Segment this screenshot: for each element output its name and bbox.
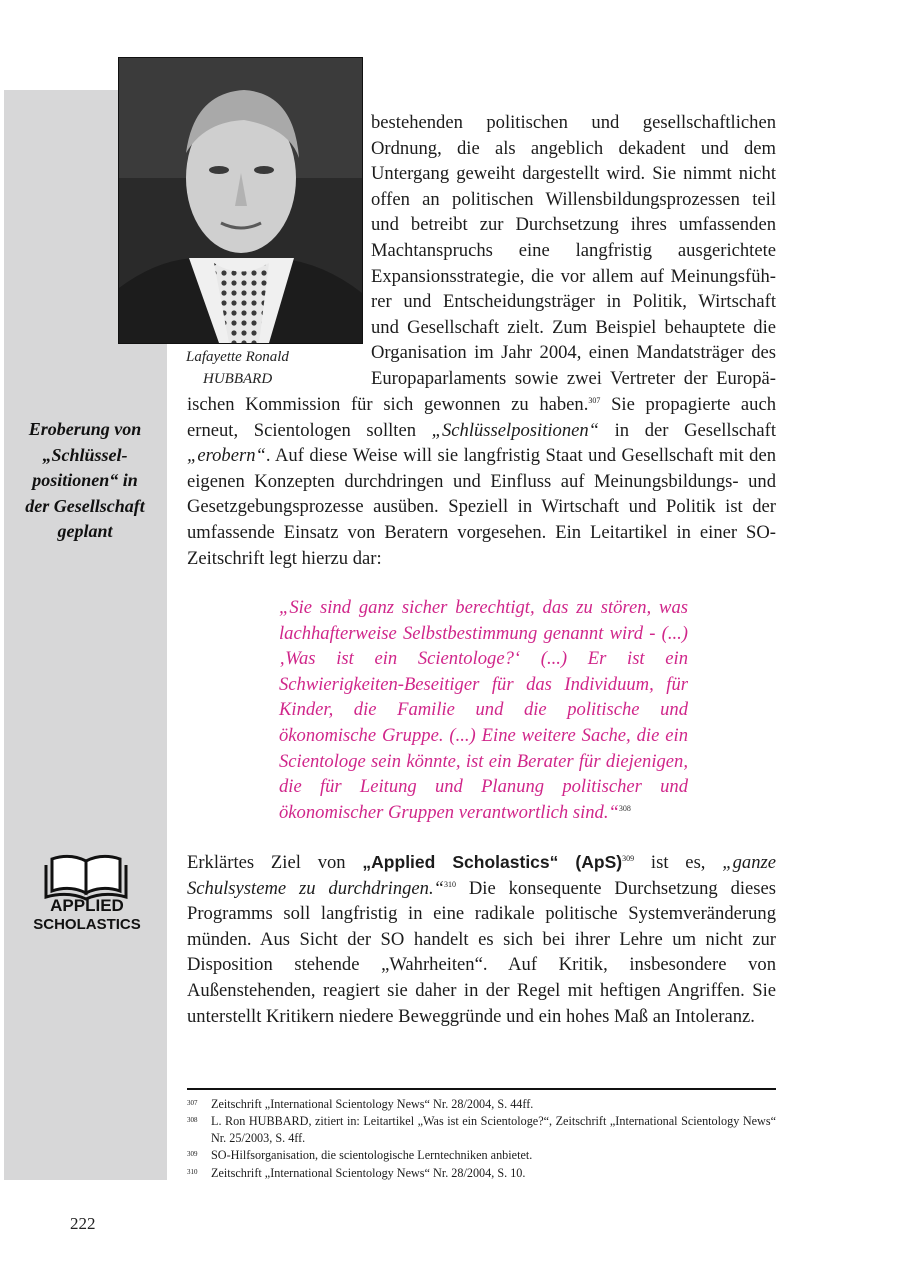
text-line: bestehenden politischen und gesellschaftlichen: [371, 112, 776, 133]
book-logo-icon: [30, 853, 144, 931]
text-line: rer und Entscheidungsträger in Politik, Wirtschaft: [371, 291, 776, 313]
margin-note-line: geplant: [57, 521, 113, 541]
footnote-ref-310: 310: [443, 879, 456, 889]
page-number: 222: [70, 1214, 96, 1233]
body-text: ist es,: [634, 852, 723, 873]
text-line: und betreibt zur Durchsetzung ihres umfassenden: [371, 214, 776, 236]
aps-name: „Applied Scholastics“ (ApS): [362, 852, 623, 872]
body-text: Erklärtes Ziel von: [187, 852, 363, 873]
paragraph-1-top: [371, 110, 776, 392]
footnote: [187, 1113, 776, 1146]
portrait-photo: [118, 57, 363, 344]
footnote-number: 308: [187, 1116, 198, 1125]
margin-note: [10, 417, 160, 545]
margin-note-line: Eroberung von: [28, 419, 142, 439]
caption-line-1: Lafayette Ronald: [186, 349, 289, 365]
portrait-photo-icon: [119, 58, 362, 343]
margin-note-line: „Schlüssel-: [42, 444, 128, 465]
footnote: [187, 1165, 776, 1181]
footnote-text: Zeitschrift „International Scientology News“ Nr. 28/2004, S. 44ff.: [211, 1097, 534, 1111]
margin-note-line: positionen“ in: [32, 470, 138, 490]
body-text: Sie propagierte auch erneut, Scientologen sollten: [187, 394, 777, 441]
footnotes: [187, 1096, 776, 1182]
footnote: [187, 1147, 776, 1163]
body-text: ischen Kommission für sich gewonnen zu haben.: [187, 394, 589, 415]
emphasis-conquer: „erobern“: [187, 445, 266, 467]
photo-caption: [186, 346, 356, 390]
logo-text-line-2: SCHOLASTICS: [33, 916, 141, 931]
body-text: . Auf diese Weise will sie langfristig Staat und Gesellschaft mit den eigenen Konzepten durchdringen und Einfluss auf Meinungsbildungs- und Gesetzgebungsprozesse ausüben. Speziell in Wirtschaft und Politik ist der umfassende Einsatz von Beratern vorgesehen. Ein Leitartikel in einer SO-Zeitschrift legt hierzu dar:: [187, 445, 776, 569]
footnote-text: Zeitschrift „International Scientology News“ Nr. 28/2004, S. 10.: [211, 1165, 526, 1180]
footnote: [187, 1096, 776, 1112]
applied-scholastics-logo: [30, 853, 144, 931]
emphasis-key-positions: „Schlüsselpositionen“: [431, 419, 600, 441]
caption-line-2: HUBBARD: [203, 371, 273, 387]
emphasis-school-systems: „ganze Schulsysteme zu durchdringen.“: [187, 852, 777, 899]
text-line: Organisation im Jahr 2004, einen Mandatsträger des: [371, 342, 776, 364]
footnote-divider: [187, 1088, 776, 1090]
text-line: offen an politischen Willensbildungsprozessen teil: [371, 188, 776, 210]
paragraph-aps: [187, 850, 776, 1029]
quote-text: „Sie sind ganz sicher berechtigt, das zu stören, was lachhafterweise Selbstbestimmung genannt wird - (...) ‚Was ist ein Scientologe?‘ (...) Er ist ein Schwierigkeiten-Beseitiger für das Individuum, für Kinder, die Familie und die politische und ökonomische Gruppe. (...) Eine weitere Sache, die ein Scientologe sein könnte, ist ein Berater für diejenigen, die für Leitung und Planung politischer und ökonomischer Gruppen verantwortlich sind.“: [279, 597, 688, 823]
text-line: Europaparlaments sowie zwei Vertreter der Europä-: [371, 367, 776, 389]
footnote-text: SO-Hilfsorganisation, die scientologische Lerntechniken anbietet.: [211, 1148, 533, 1163]
block-quote: [279, 595, 688, 825]
paragraph-1-continued: [187, 392, 776, 571]
text-line: und Gesellschaft zielt. Zum Beispiel behauptete die: [371, 316, 776, 338]
footnote-number: 310: [187, 1167, 198, 1176]
text-line: Machtanspruchs eine langfristig ausgerichtete: [371, 239, 776, 261]
text-line: Expansionsstrategie, die vor allem auf Meinungsfüh-: [371, 265, 776, 287]
footnote-number: 309: [187, 1150, 198, 1159]
text-line: Untergang geweiht dargestellt wird. Sie nimmt nicht: [371, 163, 776, 185]
footnote-number: 307: [187, 1099, 198, 1107]
body-text: in der Gesellschaft: [599, 419, 776, 441]
text-line: Ordnung, die als angeblich dekadent und dem: [371, 137, 776, 159]
footnote-ref-307: 307: [588, 395, 601, 405]
footnote-ref-309: 309: [622, 853, 635, 863]
footnote-text: L. Ron HUBBARD, zitiert in: Leitartikel „Was ist ein Scientologe?“, Zeitschrift „International Scientology News“ Nr. 25/2003, S. 4ff.: [211, 1114, 776, 1145]
footnote-ref-308: 308: [618, 803, 631, 813]
body-text: Die konsequente Durchsetzung dieses Programms soll langfristig in eine radikale politische Systemveränderung münden. Aus Sicht der SO handelt es sich bei ihrer Lehre um nicht zur Disposition stehende „Wahrheiten“. Auf Kritik, insbesondere von Außenstehenden, reagiert sie daher in der Regel mit heftigen Angriffen. Sie unterstellt Kritikern niedere Beweggründe und ein hohes Maß an Intoleranz.: [187, 877, 777, 1027]
logo-text-line-1: APPLIED: [50, 896, 124, 915]
margin-note-line: der Gesellschaft: [25, 495, 145, 516]
